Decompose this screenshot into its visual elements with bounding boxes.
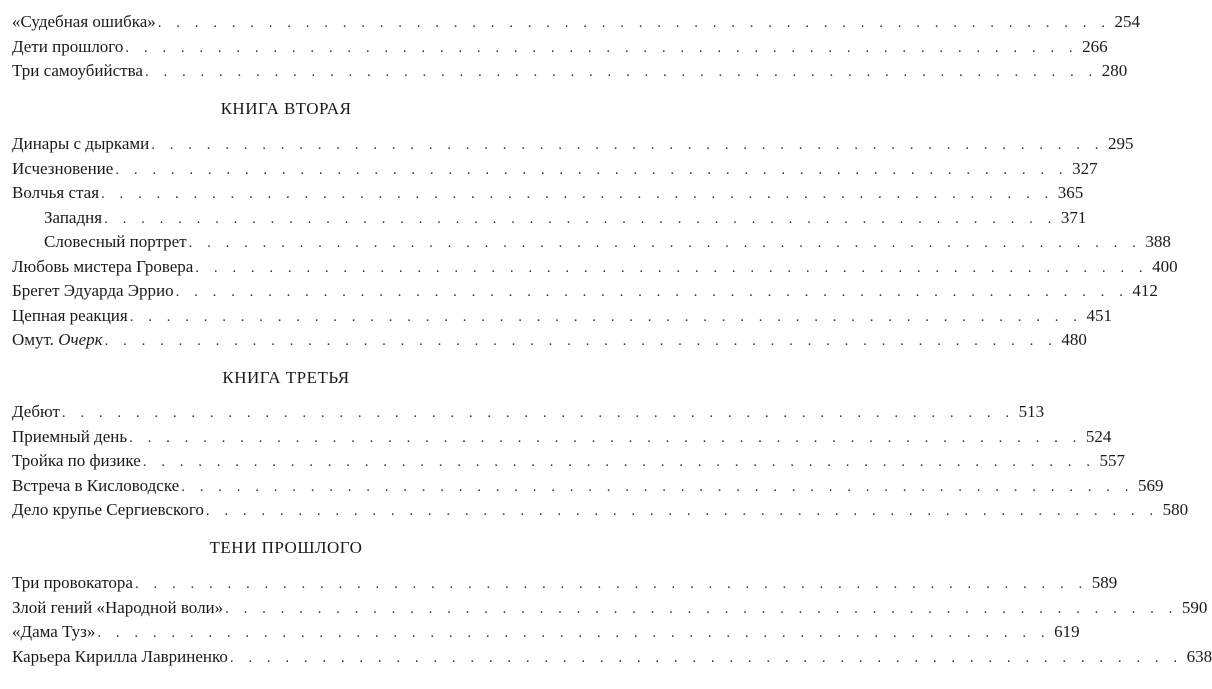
toc-entry-title: Дебют: [12, 400, 62, 425]
toc-entry-page: 580: [1159, 498, 1189, 523]
dot-leader: . . . . . . . . . . . . . . . . . . . . . . . . . . . . . . . . . . . . . . . . . . . . . . . . . . . .: [104, 333, 1058, 349]
toc-entry-page: 451: [1082, 304, 1112, 329]
toc-entry-title: Три провокатора: [12, 571, 135, 596]
toc-entry-page: 327: [1068, 157, 1098, 182]
toc-entry-title: Западня: [12, 206, 104, 231]
toc-subentry[interactable]: [12, 206, 1087, 231]
toc-entry[interactable]: [12, 449, 1126, 474]
toc-entry-page: 388: [1141, 230, 1171, 255]
dot-leader: . . . . . . . . . . . . . . . . . . . . . . . . . . . . . . . . . . . . . . . . . . . . . . . . . . . .: [61, 405, 1015, 421]
toc-entry[interactable]: [12, 255, 1178, 280]
toc-entry-title: Тройка по физике: [12, 449, 143, 474]
toc-entry-title: [12, 328, 105, 353]
toc-entry-title: «Судебная ошибка»: [12, 10, 158, 35]
toc-entry[interactable]: [12, 571, 1118, 596]
toc-entry[interactable]: [12, 328, 1087, 353]
toc-entry-title: Дело крупье Сергиевского: [12, 498, 206, 523]
toc-entry-page: 557: [1096, 449, 1126, 474]
dot-leader: . . . . . . . . . . . . . . . . . . . . . . . . . . . . . . . . . . . . . . . . . . . . . . . . . . . .: [181, 478, 1134, 495]
toc-entry-title: Любовь мистера Гровера: [12, 255, 195, 280]
toc-entry-title-main: Омут.: [12, 330, 54, 349]
toc-entry[interactable]: [12, 35, 1108, 60]
dot-leader: . . . . . . . . . . . . . . . . . . . . . . . . . . . . . . . . . . . . . . . . . . . . . . . . . . . .: [104, 210, 1057, 227]
toc-entry-page: 400: [1148, 255, 1178, 280]
toc-entry-title: Исчезновение: [12, 157, 115, 182]
toc-entry-title: Словесный портрет: [12, 230, 189, 255]
toc-entry[interactable]: [12, 425, 1112, 450]
toc-section-shadows-of-past: [12, 571, 1212, 669]
toc-entry-title: Три самоубийства: [12, 59, 145, 84]
toc-entry[interactable]: [12, 304, 1112, 329]
section-heading-shadows-of-past: ТЕНИ ПРОШЛОГО: [209, 538, 363, 557]
dot-leader: . . . . . . . . . . . . . . . . . . . . . . . . . . . . . . . . . . . . . . . . . . . . . . . . . . . .: [115, 161, 1069, 178]
toc-entry-title: Брегет Эдуарда Эррио: [12, 279, 176, 304]
toc-entry-title: Встреча в Кисловодске: [12, 474, 181, 499]
toc-entry-title: Злой гений «Народной воли»: [12, 596, 225, 621]
toc-entry[interactable]: [12, 498, 1189, 523]
dot-leader: . . . . . . . . . . . . . . . . . . . . . . . . . . . . . . . . . . . . . . . . . . . . . . . . . . . .: [134, 576, 1088, 592]
toc-entry[interactable]: [12, 10, 1141, 35]
dot-leader: . . . . . . . . . . . . . . . . . . . . . . . . . . . . . . . . . . . . . . . . . . . . . . . . . . . .: [157, 15, 1111, 31]
toc-entry-page: 524: [1082, 425, 1112, 450]
toc-entry-title: Карьера Кирилла Лавриненко: [12, 645, 230, 670]
toc-entry-title: Цепная реакция: [12, 304, 130, 329]
toc-entry-page: 266: [1078, 35, 1108, 60]
dot-leader: . . . . . . . . . . . . . . . . . . . . . . . . . . . . . . . . . . . . . . . . . . . . . . . . . . . .: [175, 284, 1129, 300]
toc-entry-genre-label: Очерк: [58, 330, 103, 349]
toc-entry-page: 513: [1015, 400, 1045, 425]
dot-leader: . . . . . . . . . . . . . . . . . . . . . . . . . . . . . . . . . . . . . . . . . . . . . . . . . . . .: [142, 454, 1096, 470]
toc-entry[interactable]: [12, 596, 1208, 621]
toc-entry-title: Волчья стая: [12, 181, 101, 206]
toc-section-continuation: [12, 10, 1141, 84]
dot-leader: . . . . . . . . . . . . . . . . . . . . . . . . . . . . . . . . . . . . . . . . . . . . . . . . . . . .: [125, 39, 1079, 56]
dot-leader: . . . . . . . . . . . . . . . . . . . . . . . . . . . . . . . . . . . . . . . . . . . . . . . . . . . .: [151, 137, 1105, 153]
dot-leader: . . . . . . . . . . . . . . . . . . . . . . . . . . . . . . . . . . . . . . . . . . . . . . . . . . . .: [144, 64, 1098, 80]
dot-leader: . . . . . . . . . . . . . . . . . . . . . . . . . . . . . . . . . . . . . . . . . . . . . . . . . . . .: [101, 186, 1054, 202]
dot-leader: . . . . . . . . . . . . . . . . . . . . . . . . . . . . . . . . . . . . . . . . . . . . . . . . . . . .: [229, 649, 1183, 666]
toc-entry-title: Дети прошлого: [12, 35, 125, 60]
toc-entry[interactable]: [12, 181, 1084, 206]
dot-leader: . . . . . . . . . . . . . . . . . . . . . . . . . . . . . . . . . . . . . . . . . . . . . . . . . . . .: [97, 625, 1051, 641]
toc-section-book-two: [12, 132, 1178, 353]
toc-entry-page: 480: [1057, 328, 1087, 353]
toc-entry[interactable]: [12, 59, 1128, 84]
toc-entry-page: 295: [1104, 132, 1134, 157]
toc-entry[interactable]: [12, 400, 1045, 425]
toc-entry-page: 371: [1057, 206, 1087, 231]
dot-leader: . . . . . . . . . . . . . . . . . . . . . . . . . . . . . . . . . . . . . . . . . . . . . . . . . . . .: [129, 429, 1082, 446]
toc-entry-page: 638: [1183, 645, 1212, 670]
toc-entry-page: 412: [1128, 279, 1158, 304]
toc-entry-title: «Дама Туз»: [12, 620, 97, 645]
toc-entry-page: 280: [1098, 59, 1128, 84]
dot-leader: . . . . . . . . . . . . . . . . . . . . . . . . . . . . . . . . . . . . . . . . . . . . . . . . . . . .: [188, 235, 1142, 251]
toc-entry[interactable]: [12, 474, 1164, 499]
toc-entry-page: 365: [1054, 181, 1084, 206]
toc-entry-page: 254: [1111, 10, 1141, 35]
dot-leader: . . . . . . . . . . . . . . . . . . . . . . . . . . . . . . . . . . . . . . . . . . . . . . . . . . . .: [195, 259, 1149, 276]
section-heading-book-three: КНИГА ТРЕТЬЯ: [222, 368, 350, 387]
toc-entry[interactable]: [12, 620, 1080, 645]
toc-section-book-three: [12, 400, 1189, 523]
toc-entry[interactable]: [12, 279, 1158, 304]
toc-subentry[interactable]: [12, 230, 1171, 255]
toc-entry[interactable]: [12, 645, 1212, 670]
toc-entry[interactable]: [12, 132, 1134, 157]
toc-entry-page: 619: [1050, 620, 1080, 645]
toc-entry-title: Динары с дырками: [12, 132, 151, 157]
dot-leader: . . . . . . . . . . . . . . . . . . . . . . . . . . . . . . . . . . . . . . . . . . . . . . . . . . . .: [225, 600, 1178, 617]
toc-entry-page: 569: [1134, 474, 1164, 499]
dot-leader: . . . . . . . . . . . . . . . . . . . . . . . . . . . . . . . . . . . . . . . . . . . . . . . . . . . .: [205, 503, 1159, 519]
dot-leader: . . . . . . . . . . . . . . . . . . . . . . . . . . . . . . . . . . . . . . . . . . . . . . . . . . . .: [129, 308, 1083, 325]
toc-entry-page: 589: [1088, 571, 1118, 596]
toc-entry-title: Приемный день: [12, 425, 129, 450]
toc-entry-page: 590: [1178, 596, 1208, 621]
section-heading-book-two: КНИГА ВТОРАЯ: [220, 99, 352, 118]
toc-entry[interactable]: [12, 157, 1098, 182]
